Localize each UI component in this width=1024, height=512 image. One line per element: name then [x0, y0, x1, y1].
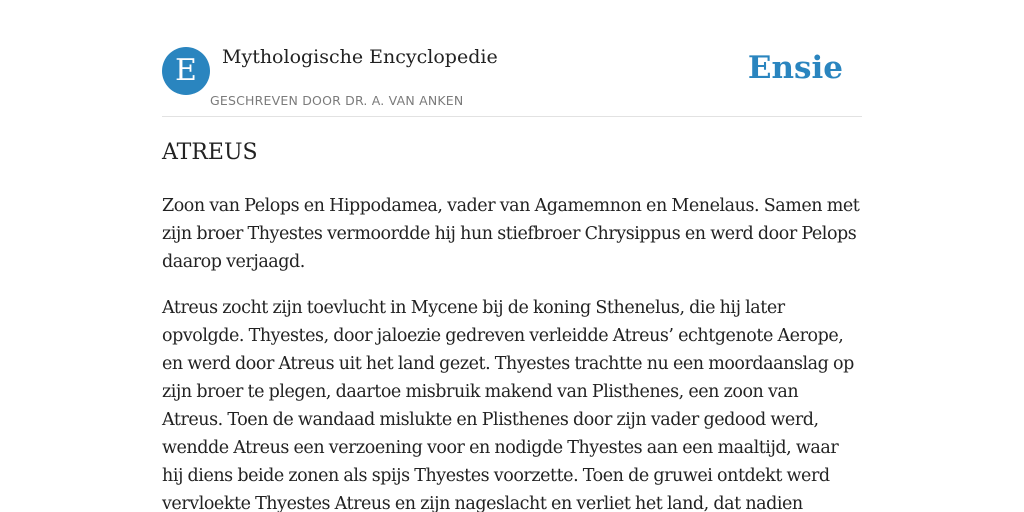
header [162, 0, 862, 117]
ensie-brand-logo[interactable]: Ensie [747, 50, 843, 86]
article-body [162, 192, 862, 512]
article-paragraph: Atreus zocht zijn toevlucht in Mycene bij de koning Sthenelus, die hij later opvolgde. Thyestes, door jaloezie gedreven verleidde Atreus’ echtgenote Aerope, en werd door Atreus uit het land gezet. Thyestes trachtte nu een moordaanslag op zijn broer te plegen, daartoe misbruik makend van Plisthenes, een zoon van Atreus. Toen de wandaad mislukte en Plisthenes door zijn vader gedood werd, wendde Atreus een verzoening voor en nodigde Thyestes aan een maaltijd, waar hij diens beide zonen als spijs Thyestes voorzette. Toen de gruwei ontdekt werd vervloekte Thyestes Atreus en zijn nageslacht en verliet het land, dat nadien [162, 298, 854, 512]
encyclopedia-logo-icon[interactable]: E [162, 47, 210, 95]
article-paragraph: Zoon van Pelops en Hippodamea, vader van Agamemnon en Menelaus. Samen met zijn broer Thyestes vermoordde hij hun stiefbroer Chrysippus en werd door Pelops daarop verjaagd. [162, 196, 860, 272]
article-title: ATREUS [162, 140, 258, 165]
encyclopedia-name-link[interactable]: Mythologische Encyclopedie [222, 46, 498, 68]
author-byline: GESCHREVEN DOOR DR. A. VAN ANKEN [210, 93, 464, 108]
